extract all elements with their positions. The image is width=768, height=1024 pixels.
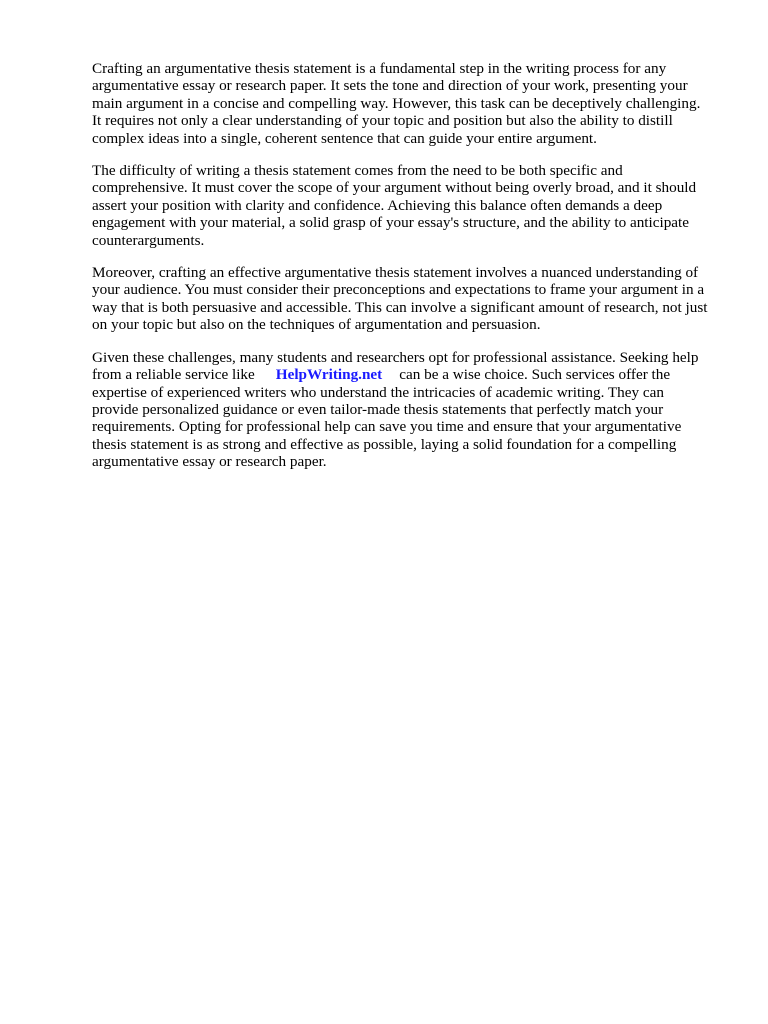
text-line: main argument in a concise and compelling way. However, this task can be deceptively challenging. [92,94,701,112]
paragraph-assistance [92,349,722,471]
paragraph-difficulty [92,162,722,249]
text-line: It requires not only a clear understanding of your topic and position but also the ability to distill [92,112,673,130]
text-line: Moreover, crafting an effective argumentative thesis statement involves a nuanced understanding of [92,264,699,282]
text-line: provide personalized guidance or even tailor-made thesis statements that perfectly match your [92,400,664,418]
text-line: comprehensive. It must cover the scope of your argument without being overly broad, and it should [92,179,697,197]
text-line: your audience. You must consider their preconceptions and expectations to frame your argument in a [92,281,705,299]
document-body [92,60,722,486]
text-line: argumentative essay or research paper. It sets the tone and direction of your work, presenting your [92,77,688,95]
text-line: way that is both persuasive and accessible. This can involve a significant amount of research, not just [92,298,708,316]
text-line: engagement with your material, a solid grasp of your essay's structure, and the ability to anticipate [92,214,689,232]
text-line: complex ideas into a single, coherent sentence that can guide your entire argument. [92,129,597,147]
text-line: argumentative essay or research paper. [92,453,327,471]
text-line: requirements. Opting for professional help can save you time and ensure that your argumentative [92,418,682,436]
text-segment: from a reliable service like [92,366,255,384]
text-line: expertise of experienced writers who understand the intricacies of academic writing. They can [92,383,664,401]
text-line: counterarguments. [92,231,205,249]
text-line-with-link [92,366,722,383]
text-line: Crafting an argumentative thesis statement is a fundamental step in the writing process for any [92,60,667,77]
paragraph-audience [92,264,722,334]
text-line: Given these challenges, many students and researchers opt for professional assistance. Seeking help [92,348,699,366]
text-segment: can be a wise choice. Such services offer the [399,366,671,384]
paragraph-intro [92,60,722,147]
text-line: thesis statement is as strong and effective as possible, laying a solid foundation for a compelling [92,435,677,453]
helpwriting-link[interactable]: HelpWriting.net [275,366,383,384]
text-line: assert your position with clarity and confidence. Achieving this balance often demands a deep [92,196,663,214]
text-line: on your topic but also on the techniques of argumentation and persuasion. [92,316,541,334]
text-line: The difficulty of writing a thesis statement comes from the need to be both specific and [92,162,623,180]
